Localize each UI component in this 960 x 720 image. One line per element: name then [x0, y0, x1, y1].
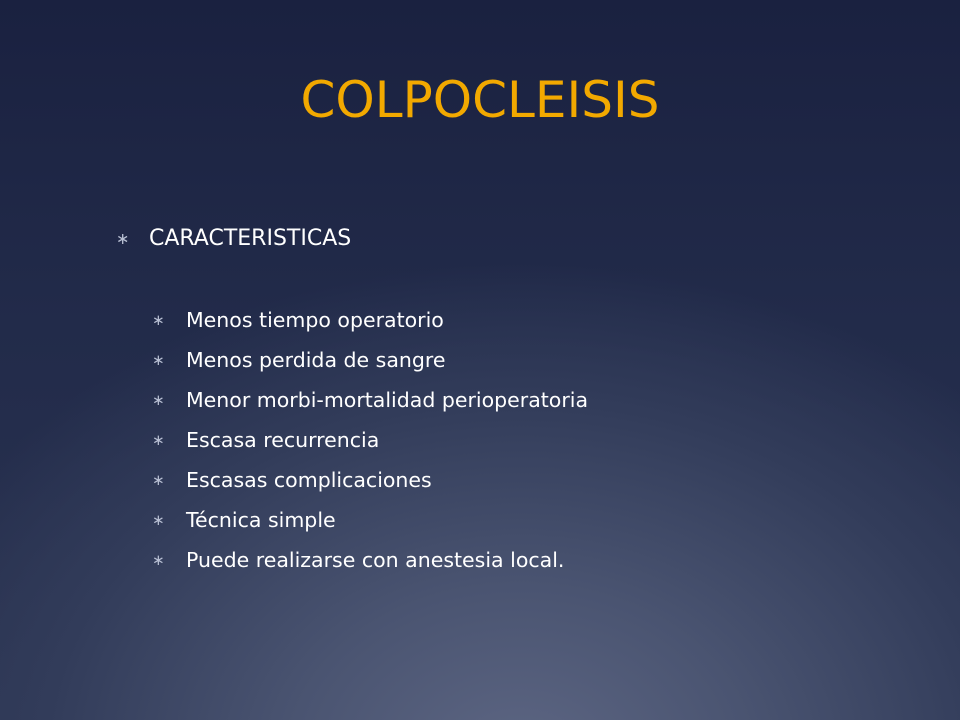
asterisk-bullet-icon: ∗: [116, 228, 130, 248]
asterisk-bullet-icon: ∗: [152, 391, 165, 409]
list-item: [152, 504, 336, 536]
list-item: [152, 464, 432, 496]
list-item: [152, 544, 564, 576]
list-item-text: Menos tiempo operatorio: [186, 308, 444, 332]
list-item: [152, 344, 446, 376]
asterisk-bullet-icon: ∗: [152, 511, 165, 529]
asterisk-bullet-icon: ∗: [152, 471, 165, 489]
slide-title: COLPOCLEISIS: [300, 71, 660, 129]
list-item-text: Escasa recurrencia: [186, 428, 380, 452]
list-item: [152, 384, 588, 416]
list-item-text: Escasas complicaciones: [186, 468, 432, 492]
list-item-text: Menos perdida de sangre: [186, 348, 446, 372]
asterisk-bullet-icon: ∗: [152, 431, 165, 449]
asterisk-bullet-icon: ∗: [152, 311, 165, 329]
asterisk-bullet-icon: ∗: [152, 551, 165, 569]
list-item: [152, 304, 444, 336]
heading-text: CARACTERISTICAS: [149, 225, 352, 251]
asterisk-bullet-icon: ∗: [152, 351, 165, 369]
list-item-text: Menor morbi-mortalidad perioperatoria: [186, 388, 589, 412]
main-bullet: [116, 220, 351, 256]
list-item-text: Técnica simple: [186, 508, 336, 532]
list-item-text: Puede realizarse con anestesia local.: [186, 548, 565, 572]
list-item: [152, 424, 379, 456]
